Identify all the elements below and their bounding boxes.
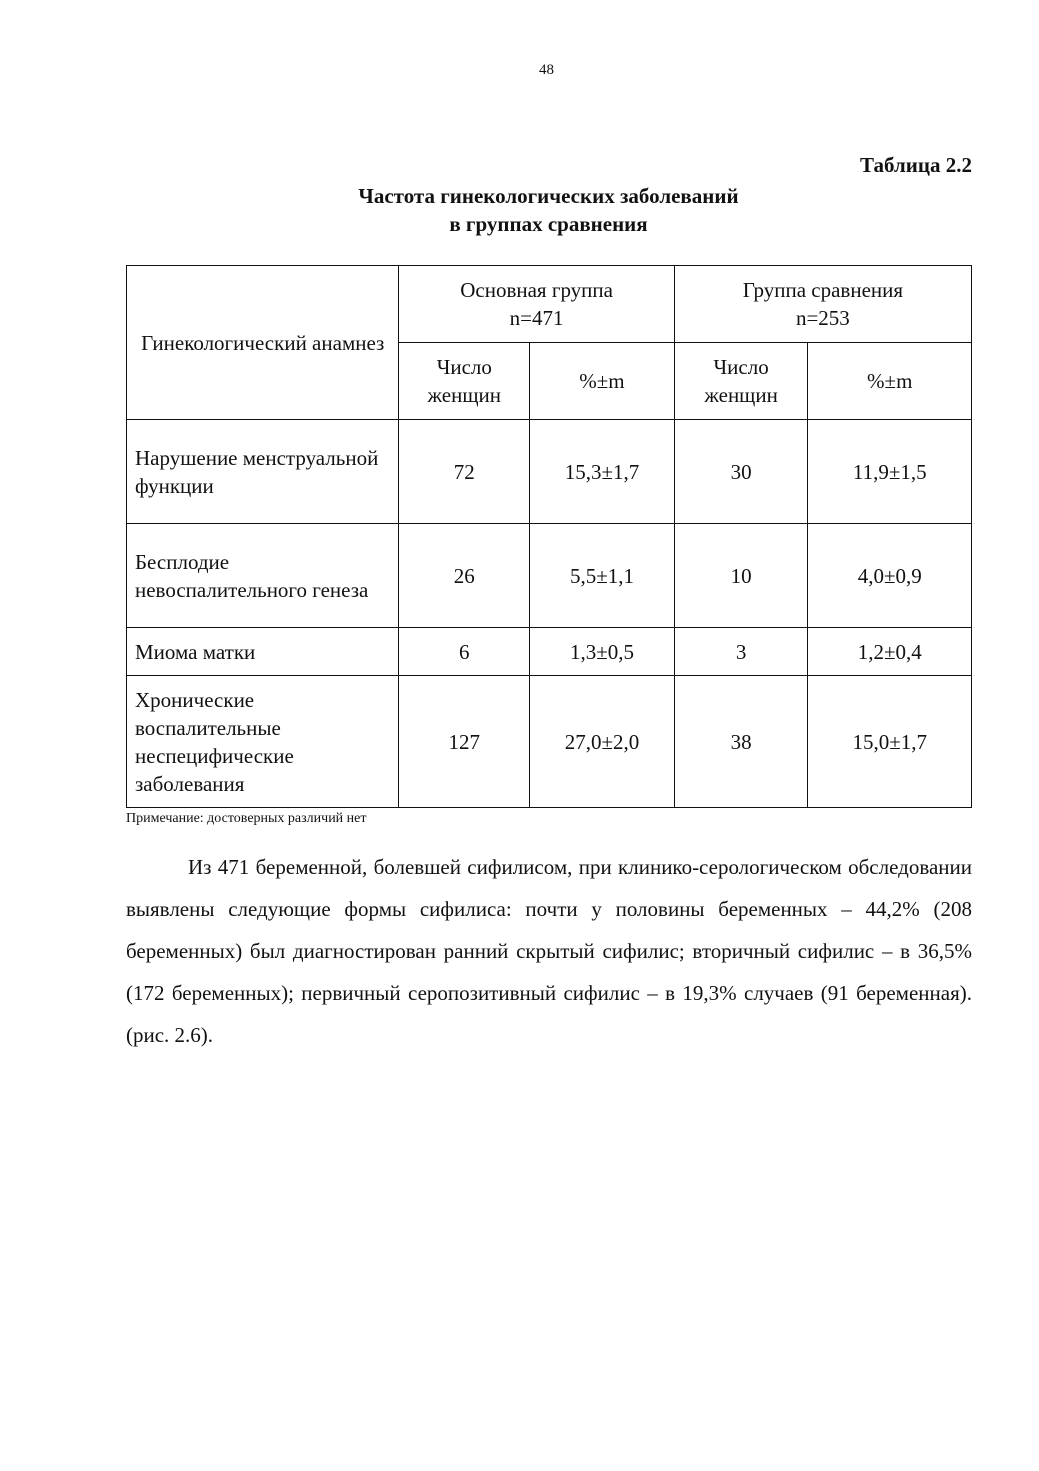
comparison-percent-cell: 11,9±1,5 [808, 420, 972, 524]
table-row [127, 420, 972, 524]
main-count-cell: 127 [399, 676, 530, 808]
main-percent-cell: 15,3±1,7 [530, 420, 675, 524]
row-name: Бесплодие невоспалительного генеза [127, 524, 399, 628]
comparison-group-name: Группа сравнения [742, 278, 904, 302]
table-title [0, 182, 1039, 238]
comparison-count-cell: 30 [674, 420, 808, 524]
comparison-count-cell: 10 [674, 524, 808, 628]
main-count-cell: 72 [399, 420, 530, 524]
header-anamnez: Гинекологический анамнез [127, 266, 399, 420]
header-main-percent: %±m [530, 343, 675, 420]
row-name: Миома матки [127, 628, 399, 676]
main-count-cell: 26 [399, 524, 530, 628]
main-count-cell: 6 [399, 628, 530, 676]
main-percent-cell: 27,0±2,0 [530, 676, 675, 808]
table-label: Таблица 2.2 [860, 153, 972, 177]
table-note: Примечание: достоверных различий нет [126, 811, 367, 826]
comparison-count-cell: 38 [674, 676, 808, 808]
row-name: Нарушение менструальной функции [127, 420, 399, 524]
header-main-group [399, 266, 674, 343]
header-main-count: Число женщин [399, 343, 530, 420]
table-title-line-2: в группах сравнения [449, 212, 648, 236]
comparison-count-cell: 3 [674, 628, 808, 676]
header-comparison-count: Число женщин [674, 343, 808, 420]
gynecology-table [126, 265, 972, 808]
row-name: Хронические воспалительные неспецифические заболевания [127, 676, 399, 808]
header-comparison-group [674, 266, 971, 343]
header-comparison-percent: %±m [808, 343, 972, 420]
comparison-percent-cell: 1,2±0,4 [808, 628, 972, 676]
main-percent-cell: 5,5±1,1 [530, 524, 675, 628]
main-group-n: n=471 [509, 306, 564, 330]
table-row [127, 524, 972, 628]
table-row [127, 628, 972, 676]
table-title-line-1: Частота гинекологических заболеваний [358, 184, 739, 208]
comparison-percent-cell: 15,0±1,7 [808, 676, 972, 808]
comparison-percent-cell: 4,0±0,9 [808, 524, 972, 628]
body-paragraph: Из 471 беременной, болевшей сифилисом, при клинико-серологическом обследовании выявлены следующие формы сифилиса: почти у половины беременных – 44,2% (208 беременных) был диагностирован ранний скрытый сифилис; вторичный сифилис – в 36,5% (172 беременных); первичный серопозитивный сифилис – в 19,3% случаев (91 беременная). (рис. 2.6). [126, 855, 972, 1047]
table-row [127, 676, 972, 808]
main-percent-cell: 1,3±0,5 [530, 628, 675, 676]
main-group-name: Основная группа [460, 278, 613, 302]
comparison-group-n: n=253 [795, 306, 850, 330]
page-number: 48 [539, 62, 554, 78]
